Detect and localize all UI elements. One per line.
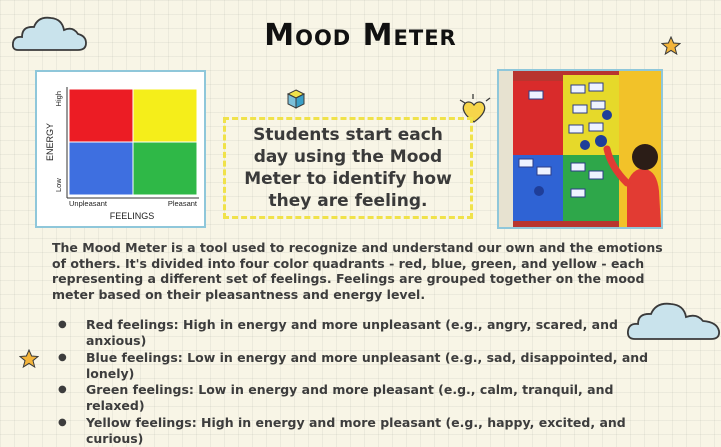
classroom-photo [497, 69, 663, 229]
cube-icon [286, 88, 306, 110]
list-item-yellow: ● Yellow feelings: High in energy and more pleasant (e.g., happy, excited, and curious) [58, 415, 658, 447]
list-item-blue: ● Blue feelings: Low in energy and more unpleasant (e.g., sad, disappointed, and lonely) [58, 350, 658, 383]
list-item-green: ● Green feelings: Low in energy and more pleasant (e.g., calm, tranquil, and relaxed) [58, 382, 658, 415]
x-axis-label: FEELINGS [109, 211, 155, 221]
callout-text: Students start each day using the Mood Meter to identify how they are feeling. [244, 125, 452, 211]
x-tick-unpleasant: Unpleasant [69, 199, 107, 208]
mood-meter-chart [35, 70, 206, 228]
quadrant-top-left [69, 89, 133, 142]
quadrant-bottom-left [69, 142, 133, 195]
y-tick-low: Low [54, 178, 63, 192]
star-icon-bottom-left [19, 349, 39, 369]
list-item-red: ● Red feelings: High in energy and more unpleasant (e.g., angry, scared, and anxious) [58, 317, 658, 350]
quadrant-top-right [133, 89, 197, 142]
callout-box [223, 117, 473, 219]
x-tick-pleasant: Pleasant [167, 199, 197, 208]
y-axis-label: ENERGY [45, 122, 55, 162]
classroom-photo-illustration [499, 71, 661, 227]
feelings-list [58, 317, 658, 447]
intro-paragraph: The Mood Meter is a tool used to recognize and understand our own and the emotions of others. It's divided into four color quadrants - red, blue, green, and yellow - each representing a different set of feelings. Feelings are grouped together on the mood meter based on their pleasantness and energy level. [52, 240, 663, 302]
y-tick-high: High [54, 91, 63, 107]
quadrant-bottom-right [133, 142, 197, 195]
page-title: Mood Meter [264, 18, 457, 53]
mood-meter-svg [37, 72, 204, 226]
